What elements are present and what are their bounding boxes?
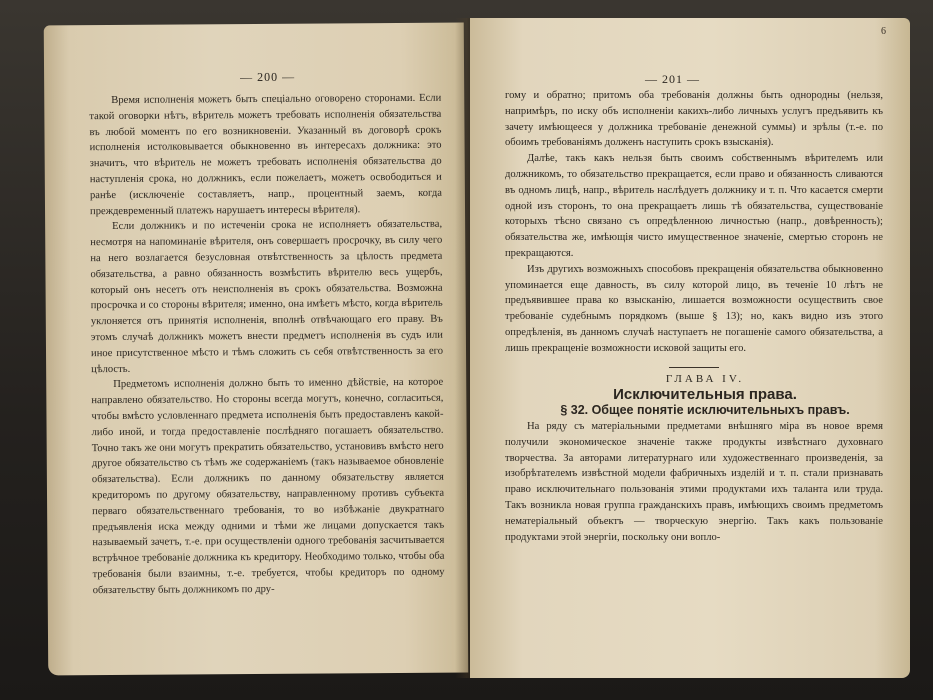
paragraph: На ряду съ матеріальными предметами внѣшняго міра въ новое время получили экономическое значеніе также продукты извѣстнаго духовнаго творчества. За авторами литературнаго или художественнаго произведенія, за изобрѣтателемъ извѣстной модели фабричныхъ изделій и т. п. стали признавать право исключительнаго пользованія этими продуктами ихъ таланта или труда. Такъ возникла новая группа гражданскихъ правъ, имѣющихъ своимъ предметомъ нематеріальный объектъ — творческую энергію. Такъ какъ пользованіе продуктами этой энергіи, поскольку они вопло- <box>505 420 883 543</box>
right-page-text <box>505 88 883 545</box>
right-page <box>470 18 910 678</box>
paragraph: Время исполненія можетъ быть спеціально оговорено сторонами. Если такой оговорки нѣтъ, вѣритель можетъ требовать исполненія обязательства въ любой моментъ по его возникновеніи. Указанный въ договорѣ срокъ исполненія истолковывается обыкновенно въ интересахъ должника: это значитъ, что вѣритель не можетъ требовать исполненія обязательства до наступленія срока, но должникъ, если пожелаетъ, можетъ освободиться и ранѣе (исключеніе составляетъ, напр., процентный заемъ, когда преждевременный платежъ нарушаетъ интересы вѣрителя). <box>89 92 442 217</box>
chapter-label: ГЛАВА IV. <box>665 372 745 385</box>
paragraph: Изъ другихъ возможныхъ способовъ прекращенія обязательства обыкновенно упоминается еще давность, въ силу которой лицо, въ теченіе 10 лѣтъ не предъявившее права ко взысканію, лишается возможности осуществить свое требованіе судебнымъ порядкомъ (выше § 13); но, какъ видно изъ этого опредѣленія, въ данномъ случаѣ наступаетъ не погашеніе самого обязательства, а лишь прекращеніе возможности исковой защиты его. <box>505 263 883 354</box>
paragraph: Далѣе, такъ какъ нельзя быть своимъ собственнымъ вѣрителемъ или должникомъ, то обязательство прекращается, если право и обязанность сливаются въ одномъ лицѣ, напр., вѣритель наслѣдуетъ должнику и т. п. Что касается смерти одной изъ сторонъ, то она прекращаетъ лишь тѣ обязательства, существованіе которыхъ тѣсно связано съ опредѣленною личностью (напр., довѣренность); обязательства же, имѣющія чисто имущественное значеніе, смертью сторонъ не прекращаются. <box>505 153 883 259</box>
page-number-left: — 200 — <box>240 69 296 85</box>
corner-mark: 6 <box>881 26 886 37</box>
left-page-text <box>89 91 445 599</box>
page-number-right: — 201 — <box>645 72 700 86</box>
divider <box>669 367 719 368</box>
paragraph: Предметомъ исполненія должно быть то именно дѣйствіе, на которое направлено обязательство. Но стороны всегда могутъ, конечно, согласиться, чтобы вмѣсто условленнаго предмета исполненія быть предоставленъ какой-либо иной, и тогда предоставленіе послѣдняго погашаетъ обязательство. Точно такъ же они могутъ прекратить обязательство, установивъ вмѣсто него другое обязательство съ тѣмъ же содержаніемъ (такъ называемое обновленіе обязательства). Если должникъ по данному обязательству является кредиторомъ по другому обязательству, направленному противъ субъекта перваго обязательственнаго требованія, то во избѣжаніе двукратнаго предъявленія иска между одними и тѣми же лицами допускается такъ называемый зачетъ, т.-е. при осуществленіи одного требованія засчитывается встрѣчное требованіе должника къ кредитору. Необходимо только, чтобы оба требованія были взаимны, т.-е. требуется, чтобы кредиторъ по одному обязательству быть должникомъ по дру- <box>91 377 445 596</box>
paragraph: Если должникъ и по истеченіи срока не исполняетъ обязательства, несмотря на напоминаніе вѣрителя, онъ совершаетъ просрочку, въ силу чего на него возлагается безусловная отвѣтственность за цѣлость предмета обязательства, а равно обязанность возмѣстить вѣрителю весь ущербъ, который онъ несетъ отъ неисполненія въ срокъ обязательства. Возможна просрочка и со стороны вѣрителя; именно, она имѣетъ мѣсто, когда вѣритель уклоняется отъ принятія исполненія, вполнѣ отвѣчающаго его праву. Въ этомъ случаѣ должникъ можетъ внести предметъ исполненія въ судъ или иное присутственное мѣсто и тѣмъ сложить съ себя отвѣтственность за его цѣлость. <box>90 219 444 375</box>
paragraph: гому и обратно; притомъ оба требованія должны быть однородны (нельзя, напримѣръ, по иску объ исполненіи какихъ-либо личныхъ услугъ предъявить къ зачету имѣющееся у должника требованіе денежной суммы) и зрѣлы (т.-е. по обоимъ требованіямъ долженъ наступить срокъ взысканія). <box>505 90 883 149</box>
section-title: § 32. Общее понятіе исключительныхъ правъ. <box>560 403 850 418</box>
left-page <box>44 23 469 676</box>
chapter-title: Исключительныя права. <box>613 386 797 404</box>
